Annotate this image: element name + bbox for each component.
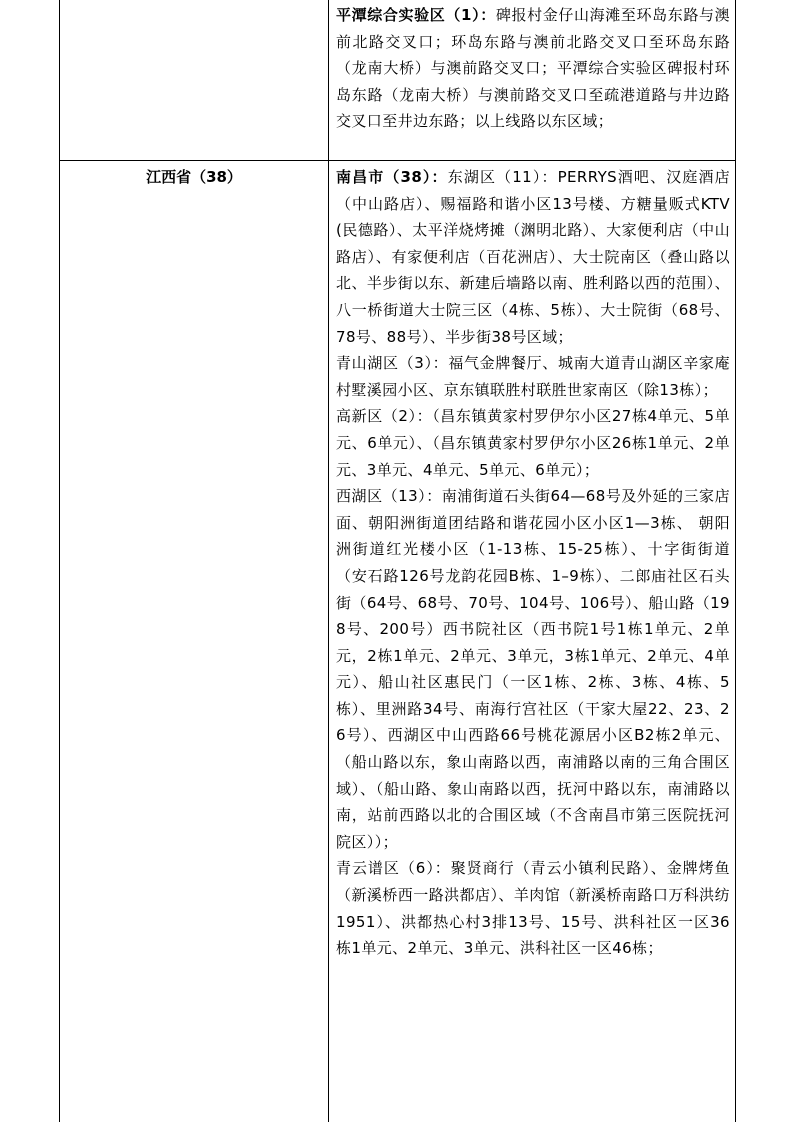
row2-detail-cell bbox=[336, 164, 730, 962]
district-paragraph bbox=[336, 855, 730, 961]
district-text: 高新区（2）：（昌东镇黄家村罗伊尔小区27栋4单元、5单元、6单元）、（昌东镇黄家村罗伊尔小区26栋1单元、2单元、3单元、4单元、5单元、6单元）； bbox=[336, 407, 730, 479]
region-text: 碑报村金仔山海滩至环岛东路与澳前北路交叉口；环岛东路与澳前北路交叉口至环岛东路（龙南大桥）与澳前路交叉口；平潭综合实验区碑报村环岛东路（龙南大桥）与澳前路交叉口至疏港道路与井边路交叉口至井边东路；以上线路以东区域； bbox=[336, 6, 730, 131]
district-paragraph bbox=[336, 403, 730, 483]
district-paragraph bbox=[336, 350, 730, 403]
region-label: 平潭综合实验区（1）： bbox=[336, 6, 496, 24]
row1-paragraph bbox=[336, 2, 730, 135]
district-text: 东湖区（11）：PERRYS酒吧、汉庭酒店（中山路店）、赐福路和谐小区13号楼、方糖量贩式KTV(民德路）、太平洋烧烤摊（渊明北路）、大家便利店（中山路店）、有家便利店（百花洲店）、大士院南区（叠山路以北、半步街以东、新建后墙路以南、胜利路以西的范围）、八一桥街道大士院三区（4栋、5栋）、大士院街（68号、78号、88号）、半步街38号区域； bbox=[336, 168, 730, 346]
district-text: 青山湖区（3）：福气金牌餐厅、城南大道青山湖区辛家庵村墅溪园小区、京东镇联胜村联胜世家南区（除13栋）； bbox=[336, 354, 730, 399]
city-label: 南昌市（38）： bbox=[336, 168, 448, 186]
province-label: 江西省（38） bbox=[146, 168, 242, 186]
district-paragraph bbox=[336, 483, 730, 855]
row1-detail-cell bbox=[336, 2, 730, 135]
row-divider bbox=[59, 160, 736, 161]
city-paragraph bbox=[336, 164, 730, 350]
province-cell bbox=[59, 167, 329, 187]
district-text: 青云谱区（6）：聚贤商行（青云小镇利民路）、金牌烤鱼（新溪桥西一路洪都店）、羊肉馆（新溪桥南路口万科洪纺1951）、洪都热心村3排13号、15号、洪科社区一区36栋1单元、2单元、3单元、洪科社区一区46栋； bbox=[336, 859, 730, 958]
district-text: 西湖区（13）：南浦街道石头街64—68号及外延的三家店面、朝阳洲街道团结路和谐花园小区小区1—3栋、 朝阳洲街道红光楼小区（1-13栋、15-25栋）、十字街街道（安石路126号龙韵花园B栋、1–9栋）、二郎庙社区石头街（64号、68号、70号、104号、106号）、船山路（198号、200号）西书院社区（西书院1号1栋1单元、2单元，2栋1单元、2单元、3单元，3栋1单元、2单元、4单元）、船山社区惠民门（一区1栋、2栋、3栋、4栋、5栋）、里洲路34号、南海行宫社区（干家大屋22、23、26号）、西湖区中山西路66号桃花源居小区B2栋2单元、（船山路以东，象山南路以西，南浦路以南的三角合围区域）、（船山路、象山南路以西，抚河中路以东，南浦路以南，站前西路以北的合围区域（不含南昌市第三医院抚河院区））； bbox=[336, 487, 730, 851]
